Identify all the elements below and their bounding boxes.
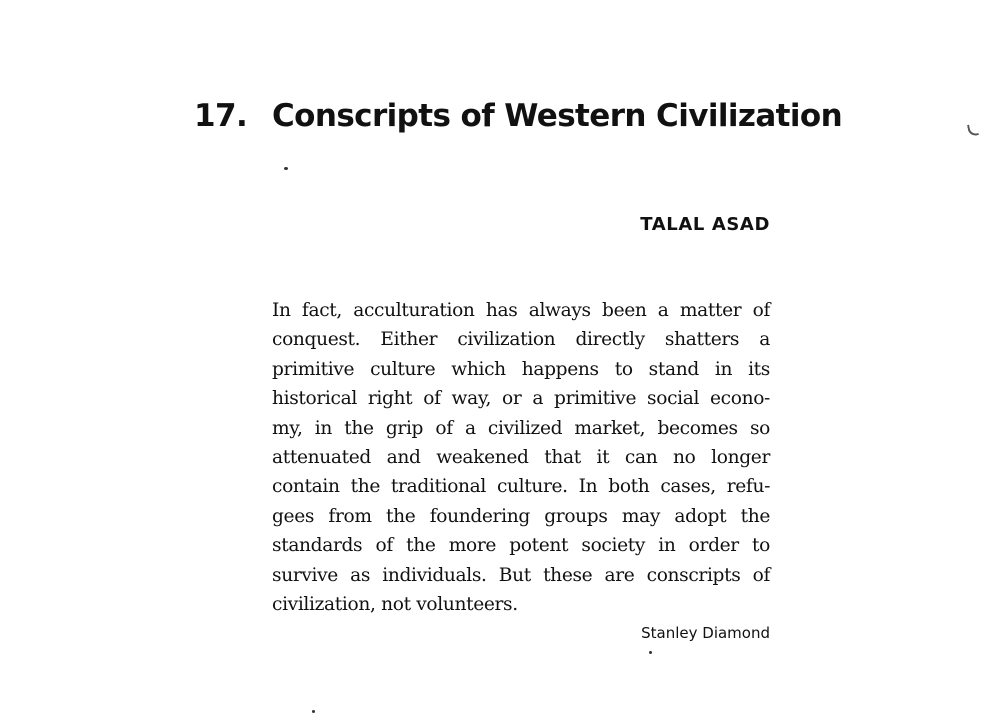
chapter-number: 17. (194, 98, 248, 134)
epigraph-line: In fact, acculturation has always been a matter of (272, 300, 770, 321)
epigraph-quote (272, 296, 770, 619)
epigraph-line: historical right of way, or a primitive social econo- (272, 388, 770, 410)
chapter-author: TALAL ASAD (640, 214, 770, 235)
scan-mark (967, 123, 979, 137)
epigraph-line: survive as individuals. But these are conscripts of (272, 564, 770, 586)
epigraph-line: primitive culture which happens to stand in its (272, 358, 770, 380)
epigraph-line: conquest. Either civilization directly shatters a (272, 329, 770, 351)
chapter-title: Conscripts of Western Civilization (272, 98, 843, 134)
epigraph-line: gees from the foundering groups may adopt the (272, 505, 770, 527)
epigraph-line: attenuated and weakened that it can no longer (272, 447, 770, 469)
scan-speck (312, 710, 315, 713)
scan-speck (284, 167, 288, 170)
epigraph-line: contain the traditional culture. In both cases, refu- (272, 476, 770, 498)
chapter-heading (194, 98, 842, 134)
epigraph-line: civilization, not volunteers. (272, 594, 518, 616)
epigraph-attribution: Stanley Diamond (641, 624, 770, 642)
epigraph-line: standards of the more potent society in order to (272, 535, 770, 557)
scan-speck (649, 651, 652, 654)
epigraph-line: my, in the grip of a civilized market, becomes so (272, 417, 770, 439)
